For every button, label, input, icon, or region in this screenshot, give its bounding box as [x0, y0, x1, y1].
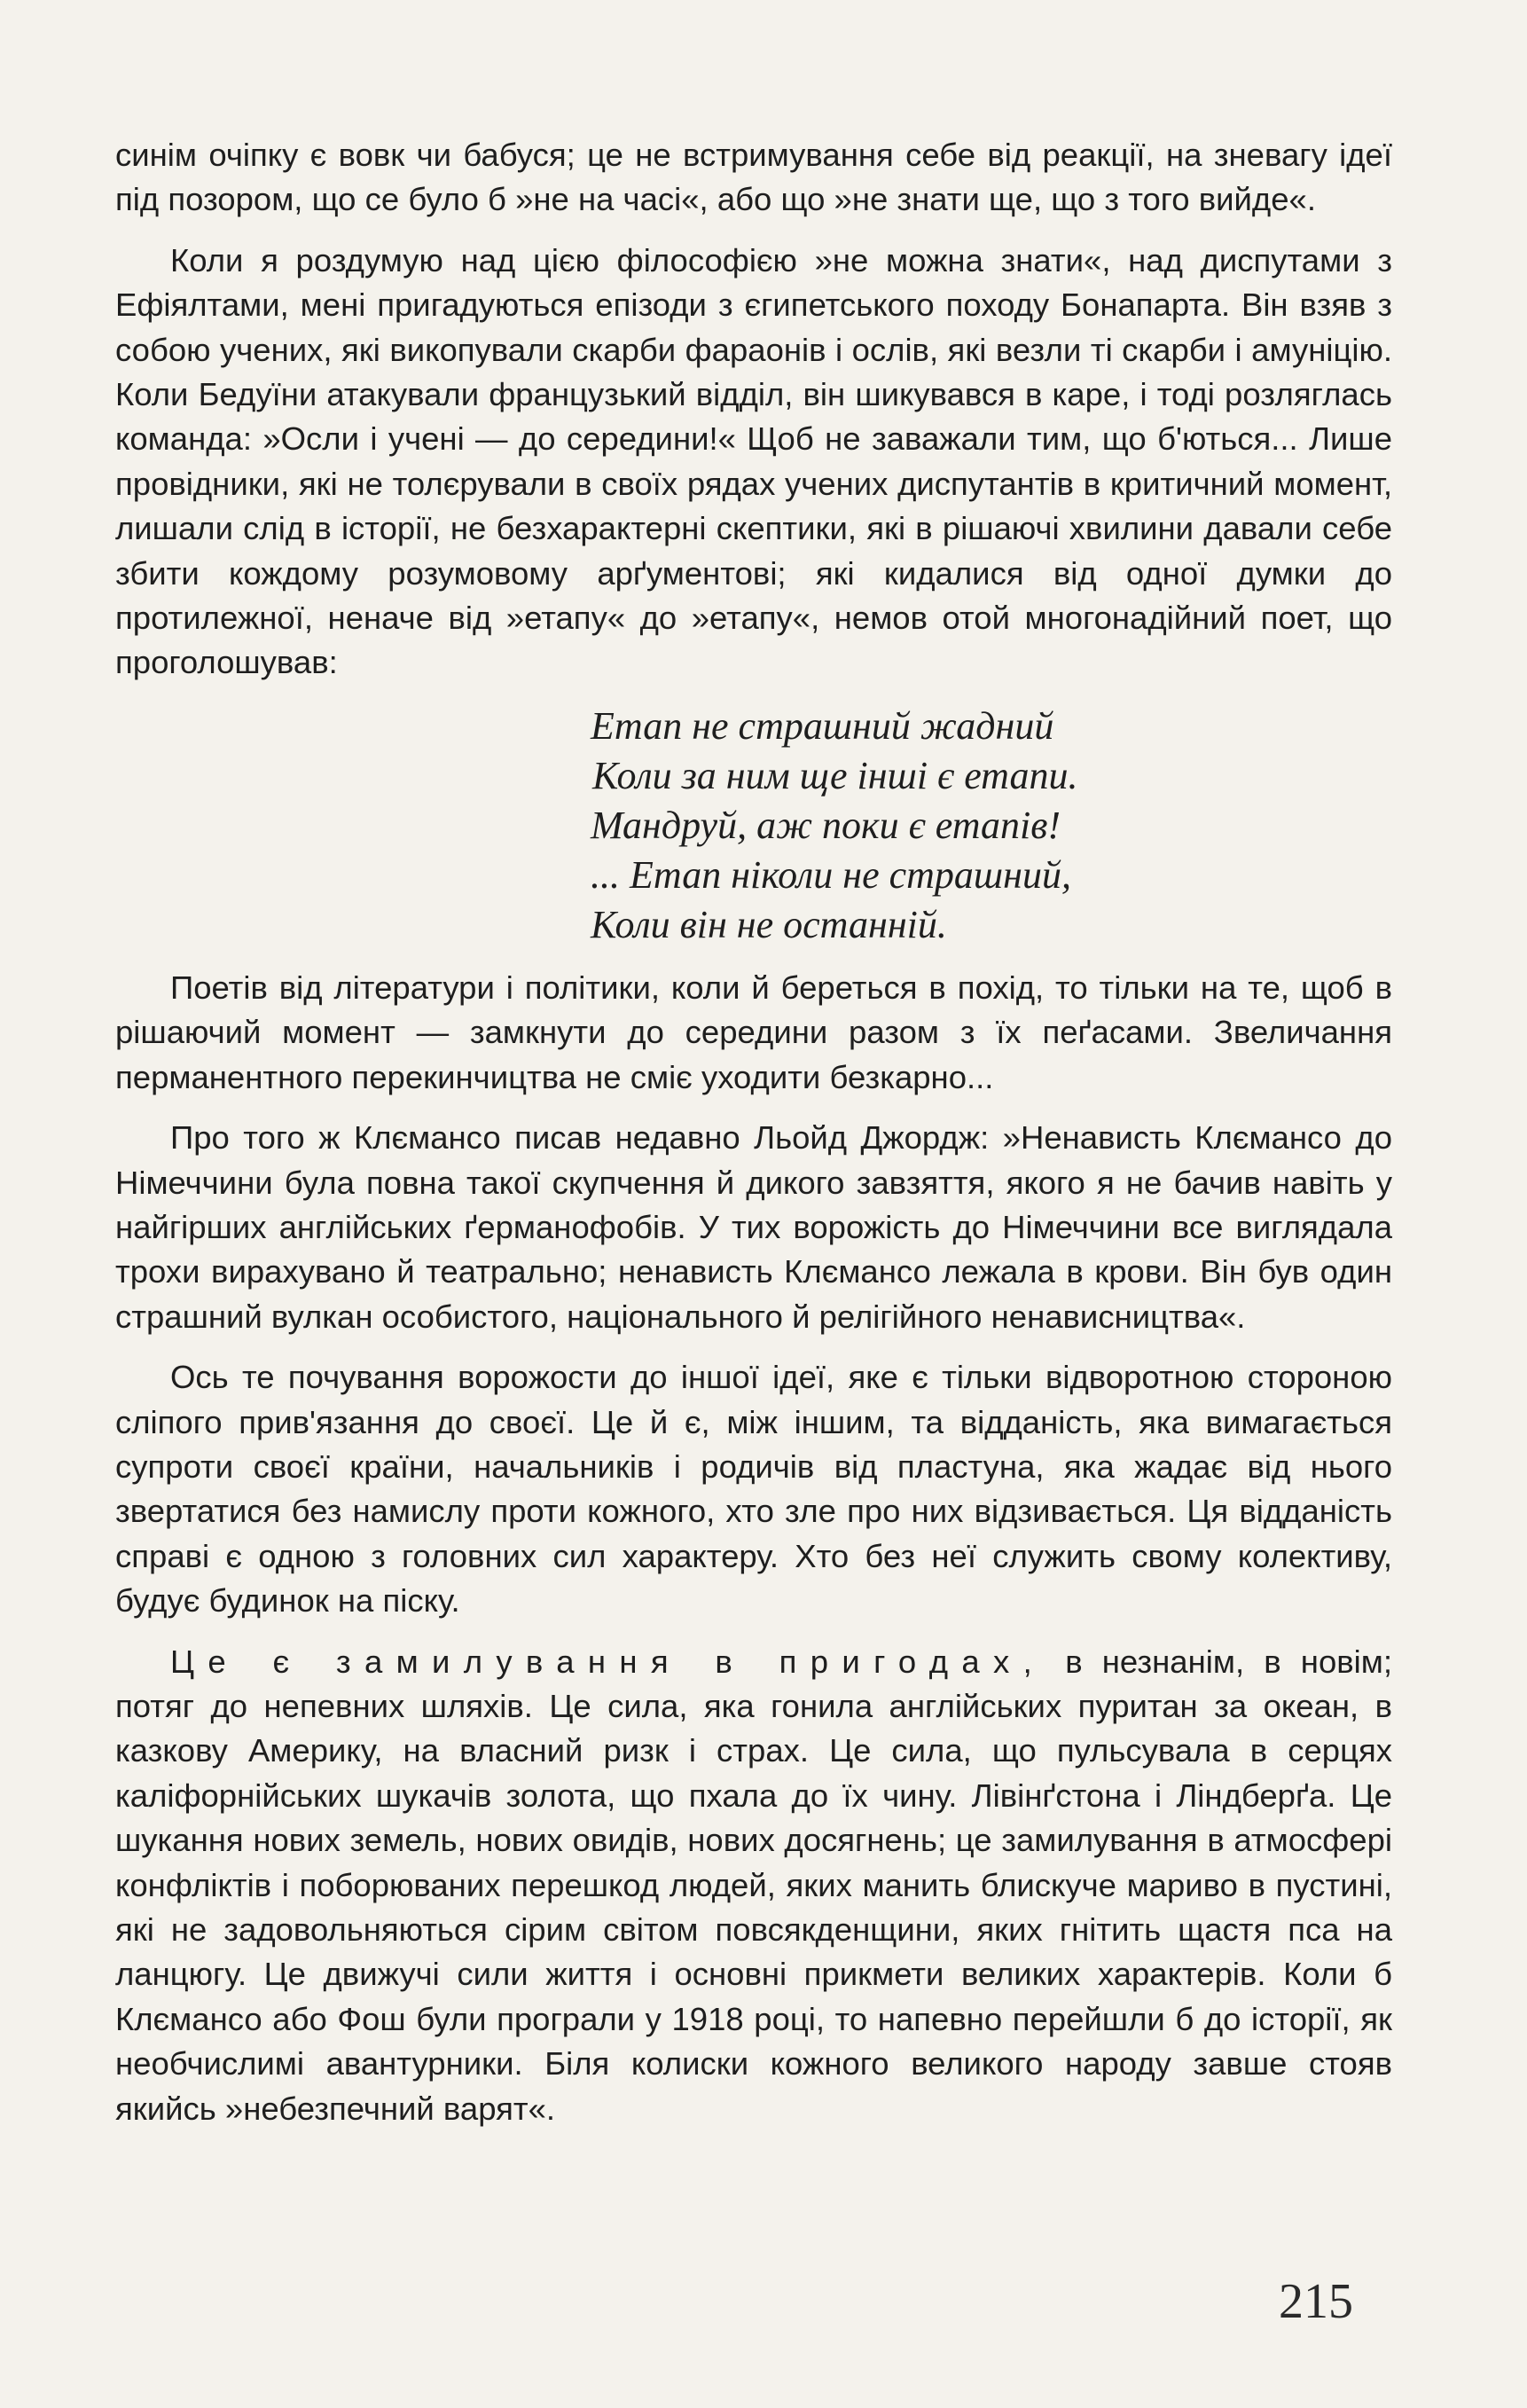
poem-line-4: ... Етап ніколи не страшний, [591, 852, 1071, 897]
page-body [115, 133, 1392, 2147]
paragraph-5: Ось те почування ворожости до іншої ідеї, яке є тільки відворотною стороною сліпого прив'язання до своєї. Це й є, між іншим, та відданість, яка вимагається супроти своєї країни, начальників і родичів від пластуна, яка жадає від нього звертатися без намислу проти кожного, хто зле про них відзивається. Ця відданість справі є одною з головних сил характеру. Хто без неї служить свому колективу, будує будинок на піску. [115, 1359, 1392, 1620]
paragraph-2: Коли я роздумую над цією філософією »не можна знати«, над диспутами з Ефіялтами, мені пригадуються епізоди з єгипетського походу Бонапарта. Він взяв з собою учених, які викопували скарби фараонів і ослів, які везли ті скарби і амуніцію. Коли Бедуїни атакували французький відділ, він шикувався в каре, і тоді розляглась команда: »Осли і учені — до середини!« Щоб не заважали тим, що б'ються... Лише провідники, які не толєрували в своїх рядах учених диспутантів в критичний момент, лишали слід в історії, не безхарактерні скептики, які в рішаючі хвилини давали себе збити кождому розумовому арґументові; які кидалися від одної думки до протилежної, неначе від »етапу« до »етапу«, немов отой многонадійний поет, що проголошував: [115, 241, 1392, 681]
spaced-lead-text: Це є замилування в пригодах, [170, 1643, 1046, 1680]
poem-line-5: Коли він не останній. [591, 902, 947, 946]
poem-quote [591, 702, 1392, 950]
poem-line-3: Мандруй, аж поки є етапів! [591, 803, 1061, 847]
poem-line-2: Коли за ним ще інші є етапи. [592, 753, 1078, 797]
paragraph-6-text: в незнанім, в новім; потяг до непевних шляхів. Це сила, яка гонила англійських пуритан за океан, в казкову Америку, на власний ризк і страх. Це сила, що пульсувала в серцях каліфорнійських шукачів золота, що пхала до їх чину. Лівінґстона і Ліндберґа. Це шукання нових земель, нових овидів, нових досягнень; це замилування в атмосфері конфліктів і поборюваних перешкод людей, яких манить блискуче мариво в пустині, які не задовольняються сірим світом повсякденщини, яких гнітить щастя пса на ланцюгу. Це движучі сили життя і основні прикмети великих характерів. Коли б Клємансо або Фош були програли у 1918 році, то напевно перейшли б до історії, як необчислимі авантурники. Біля колиски кожного великого народу завше стояв якийсь »небезпечний варят«. [115, 1643, 1392, 2127]
poem-line-1: Етап не страшний жадний [591, 703, 1054, 748]
paragraph-3: Поетів від літератури і політики, коли й береться в похід, то тільки на те, щоб в рішаючий момент — замкнути до середини разом з їх пеґасами. Звеличання перманентного перекинчицтва не сміє уходити безкарно... [115, 969, 1392, 1095]
paragraph-4: Про того ж Клємансо писав недавно Льойд Джордж: »Ненависть Клємансо до Німеччини була повна такої скупчення й дикого завзяття, якого я не бачив навіть у найгірших англійських ґерманофобів. У тих ворожість до Німеччини все виглядала трохи вирахувано й театрально; ненависть Клємансо лежала в крови. Він був один страшний вулкан особистого, національного й релігійного ненависництва«. [115, 1119, 1392, 1335]
page-number: 215 [1279, 2274, 1353, 2329]
paragraph-1: синім очіпку є вовк чи бабуся; це не встримування себе від реакції, на зневагу ідеї під позором, що се було б »не на часі«, або що »не знати ще, що з того вийде«. [115, 137, 1392, 218]
paragraph-6 [115, 1640, 1392, 2131]
